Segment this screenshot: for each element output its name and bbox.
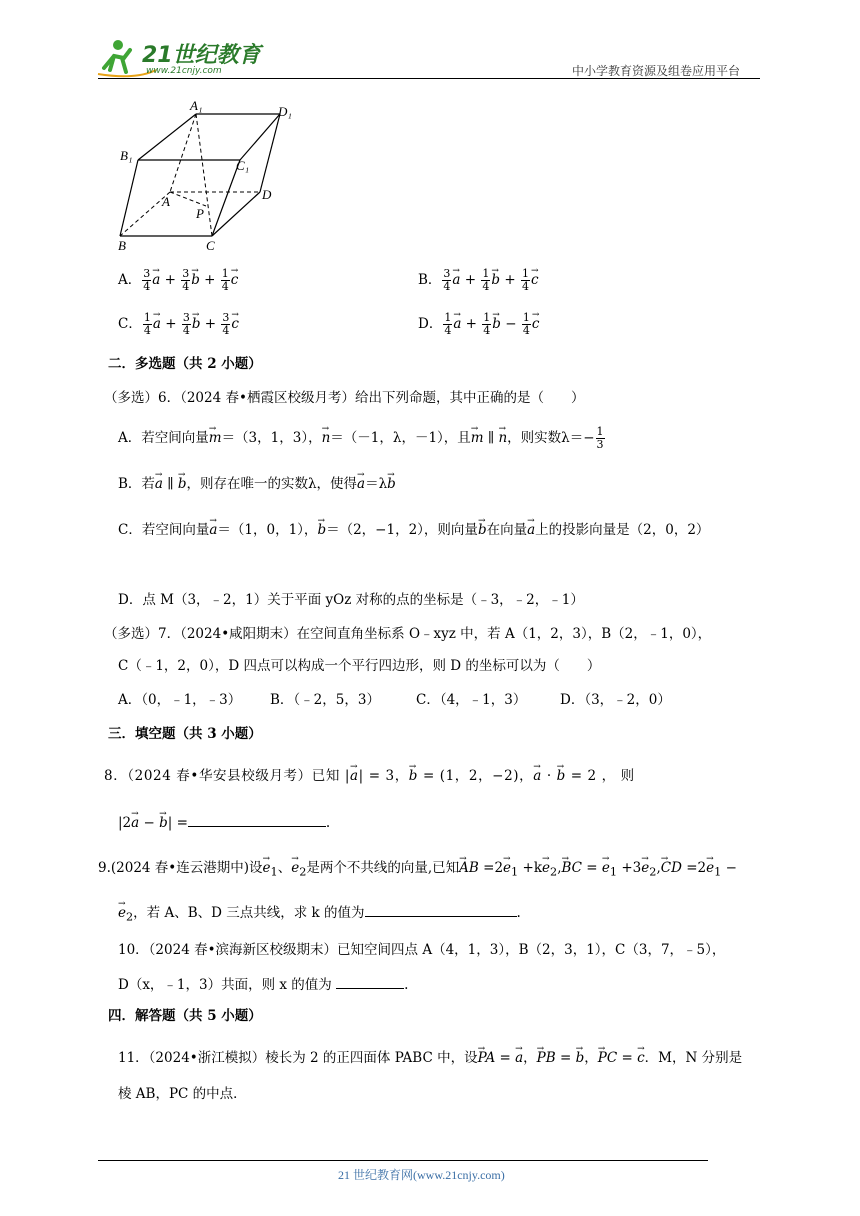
label-B: B [118, 238, 126, 253]
site-logo [96, 36, 266, 80]
q7-option-c[interactable]: C．（4，﹣1，3） [416, 692, 527, 708]
label-B1: B₁ [120, 148, 133, 163]
logo-text: 21世纪教育 [142, 43, 261, 68]
label-C: C [206, 238, 215, 253]
q6-option-d[interactable]: D．点 M（3，﹣2，1）关于平面 yOz 对称的点的坐标是（﹣3，﹣2，﹣1） [118, 592, 584, 608]
q7-line-2: C（﹣1，2，0），D 四点可以构成一个平行四边形，则 D 的坐标可以为（ ） [118, 658, 601, 674]
q6-option-c[interactable]: C．若空间向量→ a＝（1，0，1），→ b＝（2，−1，2），则向量→ b在向量→ a上的投影向量是（2，0，2） [118, 520, 709, 540]
section-4-title: 四．解答题（共 5 小题） [108, 1008, 262, 1024]
label-A: A [162, 194, 170, 209]
header-platform-text: 中小学教育资源及组卷应用平台 [572, 64, 741, 78]
label-D: D [262, 187, 272, 202]
q7-option-d[interactable]: D．（3，﹣2，0） [560, 692, 671, 708]
section-3-title: 三．填空题（共 3 小题） [108, 726, 262, 742]
q8-answer-blank[interactable] [188, 812, 326, 827]
q6-option-b[interactable]: B．若→ a ∥ → b，则存在唯一的实数λ，使得→ a＝λ→ b [118, 474, 396, 494]
logo-url: www.21cnjy.com [146, 66, 222, 76]
footer-rule [98, 1160, 708, 1161]
q8-line-2: |2→ a − → b| = . [118, 812, 330, 833]
q7-option-a[interactable]: A．（0，﹣1，﹣3） [118, 692, 242, 708]
q5-option-c[interactable]: C． $\frac{1}{4}$ → a + $\frac{3}{4}$ → b + $\frac{3}{4}$ → c [118, 312, 239, 337]
label-P: P [196, 206, 204, 221]
q7-line-1: （多选）7．（2024•咸阳期末）在空间直角坐标系 O﹣xyz 中，若 A（1，2，3），B（2，﹣1，0）， [104, 626, 712, 642]
q5-option-d[interactable]: D． $\frac{1}{4}$ → a + $\frac{1}{4}$ → b − $\frac{1}{4}$ → c [418, 312, 539, 337]
q10-answer-blank[interactable] [336, 974, 404, 989]
q5-option-b[interactable]: B． $\frac{3}{4}$ → a + $\frac{1}{4}$ → b + $\frac{1}{4}$ → c [418, 268, 539, 293]
q10-line-2: D（x，﹣1，3）共面，则 x 的值为 . [118, 974, 408, 995]
footer-link[interactable]: 21 世纪教育网(www.21cnjy.com) [338, 1168, 505, 1182]
label-A1: A₁ [190, 98, 203, 113]
section-2-title: 二．多选题（共 2 小题） [108, 356, 262, 372]
q6-stem: （多选）6．（2024 春•栖霞区校级月考）给出下列命题，其中正确的是（ ） [104, 390, 585, 406]
label-C1: C₁ [236, 158, 250, 173]
q9-answer-blank[interactable] [365, 902, 517, 917]
q6-option-a[interactable]: A．若空间向量→ m＝（3，1，3），→ n＝（－1，λ，－1），且→ m ∥ → n，则实数λ＝− $\frac{1}{3}$ [118, 426, 606, 451]
q11-line-1: 11．（2024•浙江模拟）棱长为 2 的正四面体 PABC 中，设→ PA = → a，→ PB = → b，→ PC = → c．M，N 分别是 [118, 1048, 742, 1068]
q9-line-2: → $e_2$，若 A、B、D 三点共线，求 k 的值为 . [118, 902, 521, 928]
header-rule [98, 78, 760, 79]
q10-line-1: 10．（2024 春•滨海新区校级期末）已知空间四点 A（4，1，3），B（2，3，1），C（3，7，﹣5）， [118, 942, 726, 958]
parallelepiped-figure [110, 96, 310, 256]
label-D1: D₁ [278, 104, 292, 119]
q11-line-2: 棱 AB，PC 的中点． [118, 1086, 247, 1102]
q7-option-b[interactable]: B．（﹣2，5，3） [270, 692, 380, 708]
q9-line-1: 9.(2024 春•连云港期中)设→ $e_1$、→ $e_2$是两个不共线的向量,已知→ AB $=2\to e_1 +k\to e_2,\to$ BC = → $e_1 +3\to e_2,\to$ CD $=2\to e_1$ − [98, 858, 737, 883]
q5-option-a[interactable]: A． $\frac{3}{4}$ → a + $\frac{3}{4}$ → b + $\frac{1}{4}$ → c [118, 268, 238, 293]
q8-line-1: 8．（2024 春•华安县校级月考）已知 |→ a| = 3，→ b = (1，2，−2)，→ a · → b = 2 ， 则 [104, 766, 635, 786]
